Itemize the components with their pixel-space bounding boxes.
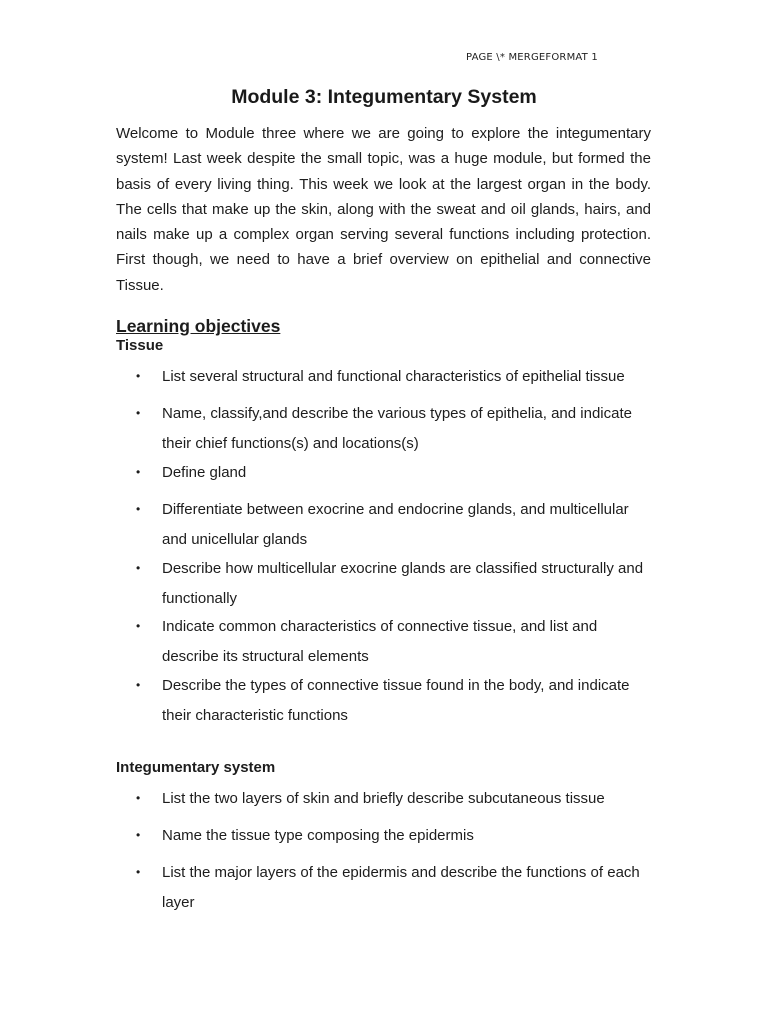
bullet-icon: • — [136, 369, 141, 383]
bullet-icon: • — [136, 406, 141, 420]
list-item-text: List the two layers of skin and briefly describe subcutaneous tissue — [162, 790, 605, 807]
list-item-text: Name, classify,and describe the various types of epithelia, and indicate their chief functions(s) and locations(s) — [162, 405, 632, 452]
list-item — [116, 858, 656, 917]
list-item — [116, 362, 656, 392]
bullet-icon: • — [136, 465, 141, 479]
list-item — [116, 671, 656, 730]
list-item — [116, 399, 656, 458]
list-item-text: Differentiate between exocrine and endocrine glands, and multicellular and unicellular glands — [162, 501, 629, 548]
bullet-icon: • — [136, 828, 141, 842]
integumentary-subheading: Integumentary system — [116, 759, 276, 776]
page-title: Module 3: Integumentary System — [231, 86, 537, 108]
learning-objectives-heading: Learning objectives — [116, 316, 281, 336]
bullet-icon: • — [136, 561, 141, 575]
bullet-icon: • — [136, 865, 141, 879]
list-item-text: Describe the types of connective tissue found in the body, and indicate their characteristic functions — [162, 677, 630, 724]
bullet-icon: • — [136, 678, 141, 692]
list-item-text: Describe how multicellular exocrine glands are classified structurally and functionally — [162, 560, 644, 607]
bullet-icon: • — [136, 791, 141, 805]
list-item — [116, 821, 656, 851]
list-item — [116, 612, 656, 671]
list-item-text: Define gland — [162, 464, 247, 481]
list-item — [116, 458, 656, 488]
bullet-icon: • — [136, 502, 141, 516]
list-item-text: List several structural and functional characteristics of epithelial tissue — [162, 368, 625, 385]
bullet-icon: • — [136, 619, 141, 633]
page-field-code: PAGE \* MERGEFORMAT 1 — [466, 52, 598, 63]
list-item — [116, 554, 656, 613]
list-item-text: Indicate common characteristics of connective tissue, and list and describe its structural elements — [162, 618, 598, 665]
list-item-text: List the major layers of the epidermis and describe the functions of each layer — [162, 864, 640, 911]
list-item — [116, 784, 656, 814]
intro-paragraph: Welcome to Module three where we are going to explore the integumentary system! Last week despite the small topic, was a huge module, but formed the basis of every living thing. This week we look at the largest organ in the body. The cells that make up the skin, along with the sweat and oil glands, hairs, and nails make up a complex organ serving several functions including protection. First though, we need to have a brief overview on epithelial and connective Tissue. — [116, 125, 651, 294]
list-item-text: Name the tissue type composing the epidermis — [162, 827, 474, 844]
tissue-subheading: Tissue — [116, 337, 164, 354]
list-item — [116, 495, 656, 554]
